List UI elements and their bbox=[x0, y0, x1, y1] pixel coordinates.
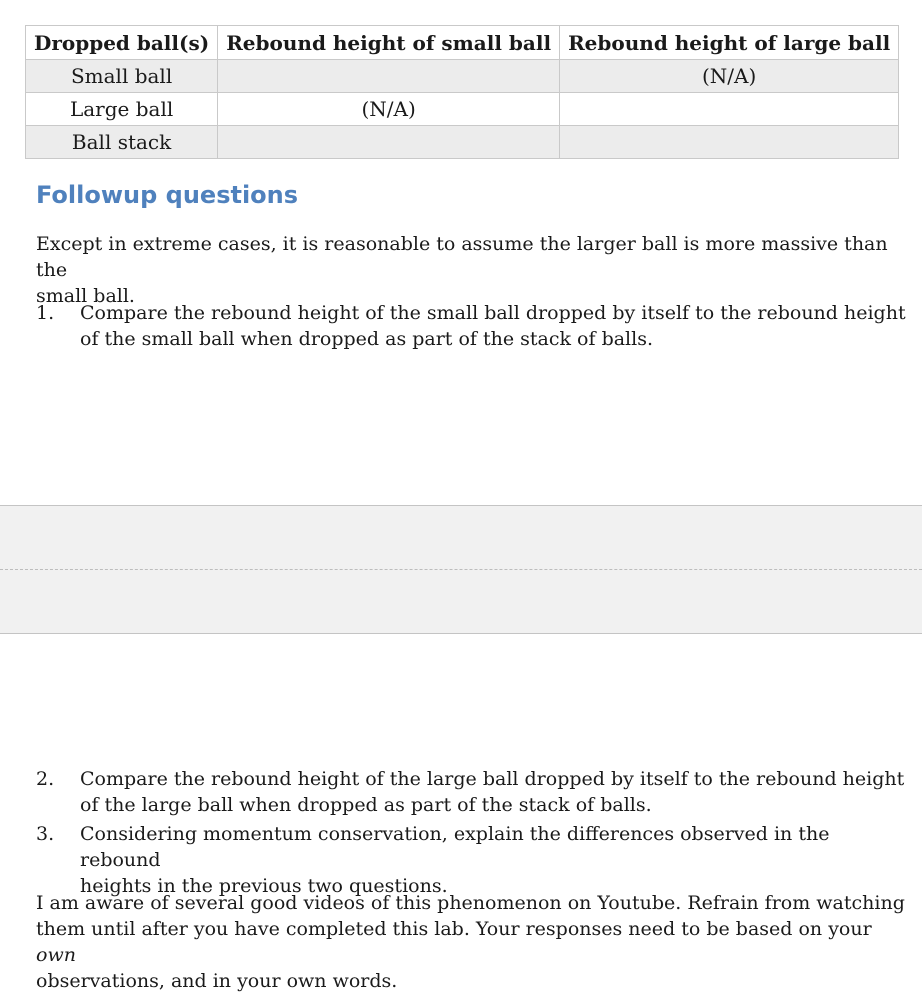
table-cell[interactable] bbox=[560, 126, 899, 159]
question-number: 2. bbox=[36, 768, 55, 790]
question-line: heights in the previous two questions. bbox=[80, 875, 448, 897]
closing-paragraph bbox=[36, 890, 906, 994]
results-table bbox=[25, 25, 899, 159]
intro-line: Except in extreme cases, it is reasonable to assume the larger ball is more massive than the bbox=[36, 233, 888, 281]
intro-line: small ball. bbox=[36, 285, 135, 307]
header-large-rebound: Rebound height of large ball bbox=[560, 26, 899, 60]
page-break-divider bbox=[0, 569, 922, 570]
question-line: Compare the rebound height of the large ball dropped by itself to the rebound height bbox=[80, 768, 905, 790]
table-cell: (N/A) bbox=[560, 60, 899, 93]
table-cell[interactable] bbox=[560, 93, 899, 126]
table-cell[interactable] bbox=[218, 60, 560, 93]
closing-line: observations, and in your own words. bbox=[36, 970, 398, 992]
question-number: 3. bbox=[36, 823, 55, 845]
table-cell[interactable] bbox=[218, 126, 560, 159]
table-cell: Ball stack bbox=[26, 126, 218, 159]
question-number: 1. bbox=[36, 302, 55, 324]
question-line: of the large ball when dropped as part of the stack of balls. bbox=[80, 794, 652, 816]
closing-text: them until after you have completed this lab. Your responses need to be based on your bbox=[36, 918, 872, 940]
question-line: of the small ball when dropped as part of the stack of balls. bbox=[80, 328, 653, 350]
page-break bbox=[0, 505, 922, 634]
table-row bbox=[26, 60, 899, 93]
closing-emphasis: own bbox=[36, 944, 76, 966]
header-dropped-balls: Dropped ball(s) bbox=[26, 26, 218, 60]
table-cell: Large ball bbox=[26, 93, 218, 126]
table-header-row bbox=[26, 26, 899, 60]
intro-paragraph bbox=[36, 231, 906, 309]
table-cell: (N/A) bbox=[218, 93, 560, 126]
header-small-rebound: Rebound height of small ball bbox=[218, 26, 560, 60]
closing-line bbox=[36, 916, 906, 968]
table-cell: Small ball bbox=[26, 60, 218, 93]
question-line: Compare the rebound height of the small ball dropped by itself to the rebound height bbox=[80, 302, 906, 324]
section-heading: Followup questions bbox=[36, 181, 299, 209]
question-line: Considering momentum conservation, explain the differences observed in the rebound bbox=[80, 823, 830, 871]
table-row bbox=[26, 93, 899, 126]
table-row bbox=[26, 126, 899, 159]
closing-line: I am aware of several good videos of this phenomenon on Youtube. Refrain from watching bbox=[36, 892, 905, 914]
